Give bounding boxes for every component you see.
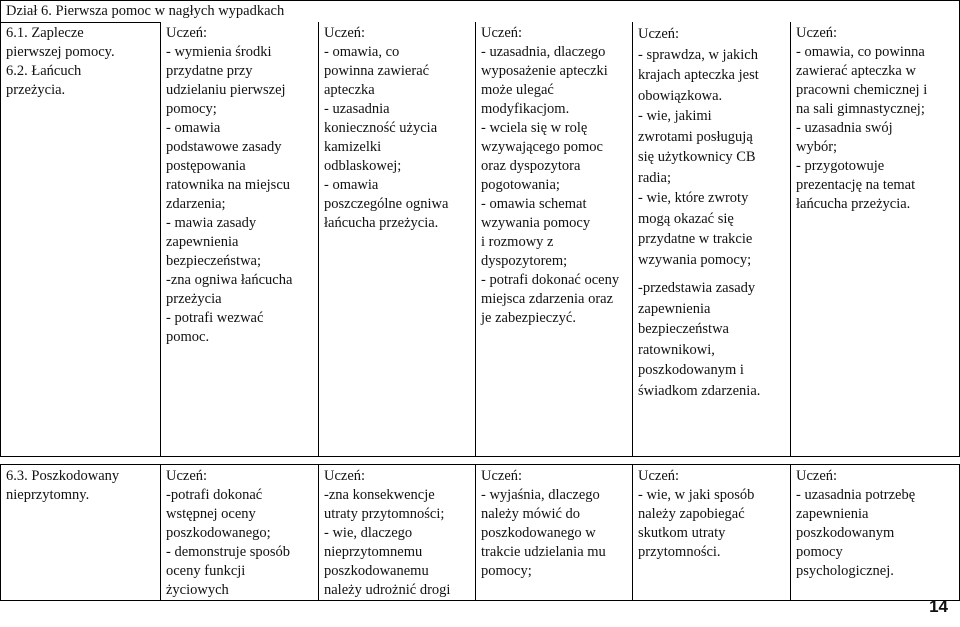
cell-line: -potrafi dokonać: [166, 487, 263, 503]
cell-line: trakcie udzielania mu: [481, 544, 606, 560]
cell-line: Uczeń:: [481, 25, 523, 41]
cell-line: modyfikacjom.: [481, 101, 570, 117]
col-divider: [318, 464, 319, 600]
page-number: 14: [929, 597, 948, 616]
cell-line: krajach apteczka jest: [638, 67, 759, 83]
cell-line: - demonstruje sposób: [166, 544, 291, 560]
cell-line: ratownika na miejscu: [166, 177, 291, 193]
row2-col2-cell: [166, 467, 316, 600]
cell-line: apteczka: [324, 82, 375, 98]
cell-line: należy zapobiegać: [638, 506, 745, 522]
cell-line: zwrotami posługują: [638, 128, 753, 145]
cell-line: konieczność użycia: [324, 120, 438, 136]
cell-line: -zna ogniwa łańcucha: [166, 272, 293, 288]
cell-line: wstępnej oceny: [166, 506, 256, 522]
cell-line: mogą okazać się: [638, 210, 734, 227]
cell-line: - wie, w jaki sposób: [638, 487, 755, 503]
cell-line: - wie, dlaczego: [324, 525, 413, 541]
border-left: [0, 464, 1, 600]
topic-line: pierwszej pomocy.: [6, 44, 115, 60]
cell-line: -zna konsekwencje: [324, 487, 435, 503]
cell-line: poszkodowanego;: [166, 525, 271, 541]
cell-line: zdarzenia;: [166, 196, 226, 212]
cell-line: powinna zawierać: [324, 63, 430, 79]
cell-line: psychologicznej.: [796, 563, 894, 579]
cell-line: - przygotowuje: [796, 158, 885, 174]
cell-line: - wie, które zwroty: [638, 190, 749, 206]
row1-topic-cell: [6, 24, 156, 100]
cell-line: świadkom zdarzenia.: [638, 382, 761, 399]
cell-line: pomoc.: [166, 329, 210, 345]
cell-line: oraz dyspozytora: [481, 158, 581, 174]
cell-line: przeżycia: [166, 291, 222, 307]
col-divider: [475, 22, 476, 456]
cell-line: pomocy;: [481, 563, 532, 579]
col-divider: [632, 22, 633, 456]
cell-line: zapewnienia: [796, 506, 869, 522]
cell-line: - omawia, co powinna: [796, 44, 925, 60]
topic-line: 6.3. Poszkodowany: [6, 468, 120, 484]
topic-line: nieprzytomny.: [6, 487, 90, 503]
cell-line: dyspozytorem;: [481, 253, 568, 269]
cell-line: - omawia: [324, 177, 379, 193]
cell-line: Uczeń:: [481, 468, 523, 484]
cell-line: - potrafi wezwać: [166, 310, 264, 326]
cell-line: przydatne przy: [166, 63, 253, 79]
row1-col3-cell: [324, 24, 474, 233]
cell-line: - uzasadnia swój: [796, 120, 893, 136]
cell-line: wzywania pomocy: [481, 215, 591, 231]
cell-line: Uczeń:: [166, 25, 208, 41]
cell-line: zapewnienia: [166, 234, 239, 250]
cell-line: kamizelki: [324, 139, 382, 155]
row2-col3-cell: [324, 467, 474, 600]
row2-topic-cell: [6, 467, 156, 505]
cell-line: radia;: [638, 169, 672, 186]
cell-line: się użytkownicy CB: [638, 149, 756, 165]
cell-line: ratownikowi,: [638, 341, 715, 358]
cell-line: prezentację na temat: [796, 177, 916, 193]
cell-line: -przedstawia zasady: [638, 280, 756, 296]
cell-line: wyposażenie apteczki: [481, 63, 608, 79]
col-divider: [160, 464, 161, 600]
cell-line: na sali gimnastycznej;: [796, 101, 925, 117]
cell-line: Uczeń:: [638, 26, 680, 42]
cell-line: łańcucha przeżycia.: [796, 196, 911, 212]
cell-line: - omawia schemat: [481, 196, 587, 212]
cell-line: - wie, jakimi: [638, 108, 712, 124]
cell-line: - wymienia środki: [166, 44, 272, 60]
cell-line: przytomności.: [638, 544, 721, 560]
cell-line: - mawia zasady: [166, 215, 257, 231]
cell-line: miejsca zdarzenia oraz: [481, 291, 614, 307]
cell-line: należy udrożnić drogi: [324, 582, 451, 598]
section-title: Dział 6. Pierwsza pomoc w nagłych wypadkach: [6, 3, 285, 19]
cell-line: wzywania pomocy;: [638, 251, 752, 268]
cell-line: je zabezpieczyć.: [481, 310, 576, 326]
cell-line: - omawia: [166, 120, 221, 136]
border-top: [0, 0, 960, 1]
cell-line: może ulegać: [481, 82, 554, 98]
cell-line: pomocy;: [166, 101, 217, 117]
cell-line: poszkodowanym i: [638, 362, 744, 378]
topic-line: przeżycia.: [6, 82, 66, 98]
cell-line: pogotowania;: [481, 177, 560, 193]
cell-line: podstawowe zasady: [166, 139, 282, 155]
cell-line: odblaskowej;: [324, 158, 402, 174]
cell-line: wzywającego pomoc: [481, 139, 603, 155]
row2-bottom-border: [0, 600, 960, 601]
cell-line: bezpieczeństwa;: [166, 253, 262, 269]
cell-line: poszkodowanemu: [324, 563, 429, 579]
cell-line: życiowych: [166, 582, 229, 598]
cell-line: Uczeń:: [166, 468, 208, 484]
cell-line: - uzasadnia: [324, 101, 390, 117]
cell-line: zapewnienia: [638, 300, 711, 317]
cell-line: poszczególne ogniwa: [324, 196, 449, 212]
cell-line: łańcucha przeżycia.: [324, 215, 439, 231]
cell-line: przydatne w trakcie: [638, 231, 753, 247]
cell-line: poszkodowanego w: [481, 525, 596, 541]
col-divider: [632, 464, 633, 600]
cell-line: - uzasadnia, dlaczego: [481, 44, 606, 60]
cell-line: udzielaniu pierwszej: [166, 82, 286, 98]
cell-line: - sprawdza, w jakich: [638, 46, 758, 63]
row1-col6-cell: [796, 24, 956, 214]
row2-col4-cell: [481, 467, 631, 581]
topic-line: 6.1. Zaplecze: [6, 25, 84, 41]
cell-line: Uczeń:: [638, 468, 680, 484]
cell-line: Uczeń:: [796, 468, 838, 484]
cell-line: bezpieczeństwa: [638, 321, 729, 337]
cell-line: Uczeń:: [324, 468, 366, 484]
cell-line: zawierać apteczka w: [796, 63, 916, 79]
cell-line: pracowni chemicznej i: [796, 82, 928, 98]
title-divider: [0, 22, 160, 23]
cell-line: - omawia, co: [324, 44, 400, 60]
col-divider: [790, 464, 791, 600]
cell-line: - wciela się w rolę: [481, 120, 588, 136]
cell-line: - uzasadnia potrzebę: [796, 487, 916, 503]
cell-line: wybór;: [796, 139, 838, 155]
col-divider: [475, 464, 476, 600]
cell-line: poszkodowanym: [796, 525, 895, 541]
cell-line: skutkom utraty: [638, 525, 726, 541]
cell-line: obowiązkowa.: [638, 87, 723, 104]
cell-line: oceny funkcji: [166, 563, 246, 579]
row1-bottom-border: [0, 456, 960, 457]
cell-line: - wyjaśnia, dlaczego: [481, 487, 600, 503]
topic-line: 6.2. Łańcuch: [6, 63, 82, 79]
cell-line: pomocy: [796, 544, 843, 560]
cell-line: należy mówić do: [481, 506, 581, 522]
cell-line: postępowania: [166, 158, 246, 174]
col-divider: [318, 22, 319, 456]
col-divider: [160, 22, 161, 456]
cell-line: nieprzytomnemu: [324, 544, 423, 560]
row2-col6-cell: [796, 467, 956, 581]
row1-col5-cell: [638, 24, 788, 401]
border-left: [0, 0, 1, 456]
cell-line: - potrafi dokonać oceny: [481, 272, 620, 288]
cell-line: utraty przytomności;: [324, 506, 445, 522]
row1-col4-cell: [481, 24, 631, 328]
col-divider: [790, 22, 791, 456]
row2-col5-cell: [638, 467, 788, 562]
cell-line: Uczeń:: [324, 25, 366, 41]
cell-line: i rozmowy z: [481, 234, 554, 250]
row1-col2-cell: [166, 24, 316, 347]
cell-line: Uczeń:: [796, 25, 838, 41]
row2-top-border: [0, 464, 960, 465]
